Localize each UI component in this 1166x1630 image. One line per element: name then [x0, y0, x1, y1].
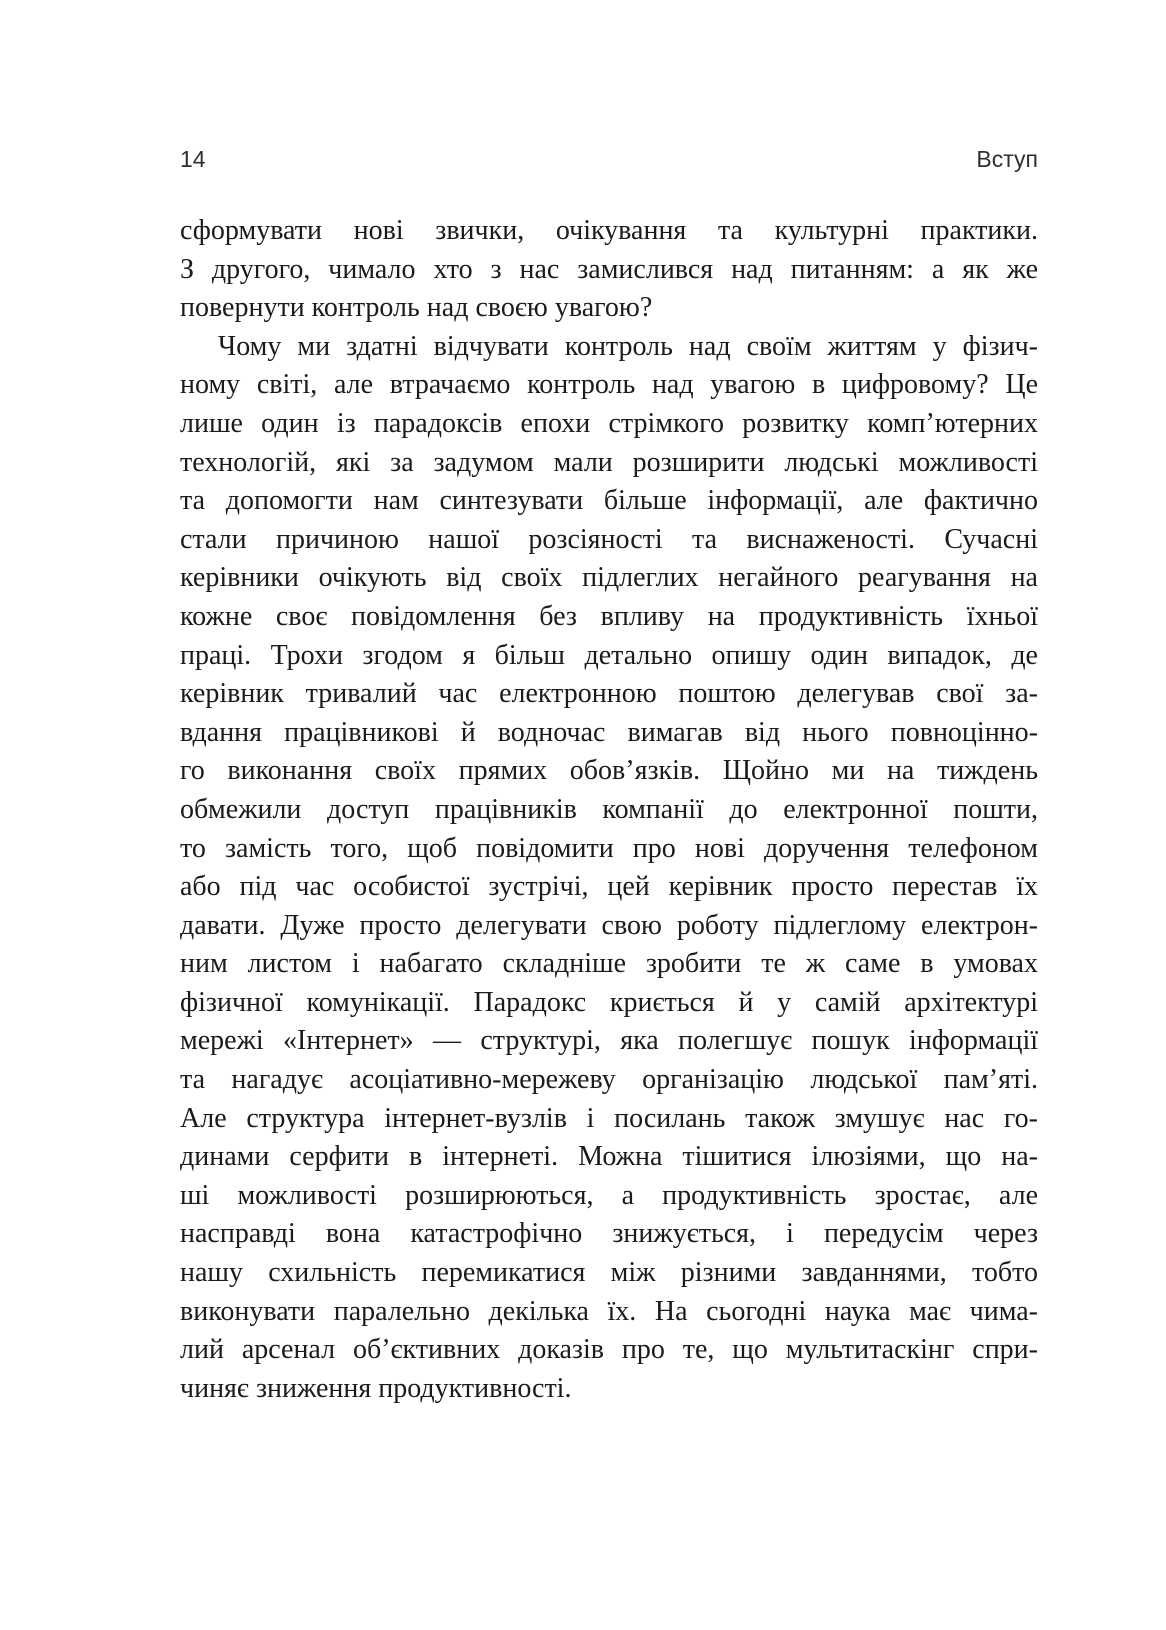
- text-line: праці. Трохи згодом я більш детально опишу один випадок, де: [180, 639, 1038, 671]
- text-line: та допомогти нам синтезувати більше інформації, але фактично: [180, 485, 1038, 517]
- text-line: фізичної комунікації. Парадокс криється й у самій архітектурі: [180, 986, 1038, 1018]
- text-line: ші можливості розширюються, а продуктивність зростає, але: [180, 1179, 1038, 1211]
- text-line: ним листом і набагато складніше зробити те ж саме в умовах: [180, 948, 1038, 980]
- text-line: мережі «Інтернет» — структурі, яка полегшує пошук інформації: [180, 1025, 1038, 1057]
- text-line: сформувати нові звички, очікування та культурні практики.: [180, 215, 1038, 246]
- text-line: Але структура інтернет-вузлів і посилань також змушує нас го-: [180, 1102, 1038, 1134]
- page-number: 14: [180, 146, 206, 172]
- text-line: або під час особистої зустрічі, цей керівник просто перестав їх: [180, 871, 1038, 903]
- text-line: виконувати паралельно декілька їх. На сьогодні наука має чима-: [180, 1295, 1038, 1327]
- text-line: лише один із парадоксів епохи стрімкого розвитку комп’ютерних: [180, 407, 1038, 439]
- text-line: нашу схильність перемикатися між різними завданнями, тобто: [180, 1257, 1038, 1289]
- text-line: вдання працівникові й водночас вимагав від нього повноцінно-: [180, 716, 1038, 748]
- text-line: стали причиною нашої розсіяності та виснаженості. Сучасні: [180, 523, 1038, 555]
- text-line: лий арсенал об’єктивних доказів про те, що мультитаскінг спри-: [180, 1334, 1038, 1366]
- text-line: керівник тривалий час електронною поштою делегував свої за-: [180, 678, 1038, 710]
- text-line: Чому ми здатні відчувати контроль над своїм життям у фізич-: [218, 330, 1038, 362]
- text-line: го виконання своїх прямих обов’язків. Щойно ми на тиждень: [180, 755, 1038, 787]
- text-line: керівники очікують від своїх підлеглих негайного реагування на: [180, 562, 1038, 594]
- text-line: обмежили доступ працівників компанії до електронної пошти,: [180, 793, 1038, 825]
- text-line: то замість того, щоб повідомити про нові доручення телефоном: [180, 832, 1038, 864]
- text-line: давати. Дуже просто делегувати свою роботу підлеглому електрон-: [180, 909, 1038, 941]
- text-line: насправді вона катастрофічно знижується, і передусім через: [180, 1218, 1038, 1250]
- text-line: та нагадує асоціативно-мережеву організацію людської пам’яті.: [180, 1064, 1038, 1096]
- text-line: повернути контроль над своєю увагою?: [180, 292, 653, 324]
- text-line: динами серфити в інтернеті. Можна тішитися ілюзіями, що на-: [180, 1141, 1038, 1173]
- text-line: ному світі, але втрачаємо контроль над увагою в цифровому? Це: [180, 369, 1038, 401]
- chapter-title: Вступ: [976, 146, 1038, 172]
- text-line: З другого, чимало хто з нас замислився над питанням: а як же: [180, 253, 1038, 285]
- text-line: чиняє зниження продуктивності.: [180, 1372, 572, 1404]
- text-line: кожне своє повідомлення без впливу на продуктивність їхньої: [180, 600, 1038, 632]
- body-text: [180, 212, 1038, 1408]
- text-line: технологій, які за задумом мали розширити людські можливості: [180, 446, 1038, 478]
- running-head: [180, 146, 1038, 172]
